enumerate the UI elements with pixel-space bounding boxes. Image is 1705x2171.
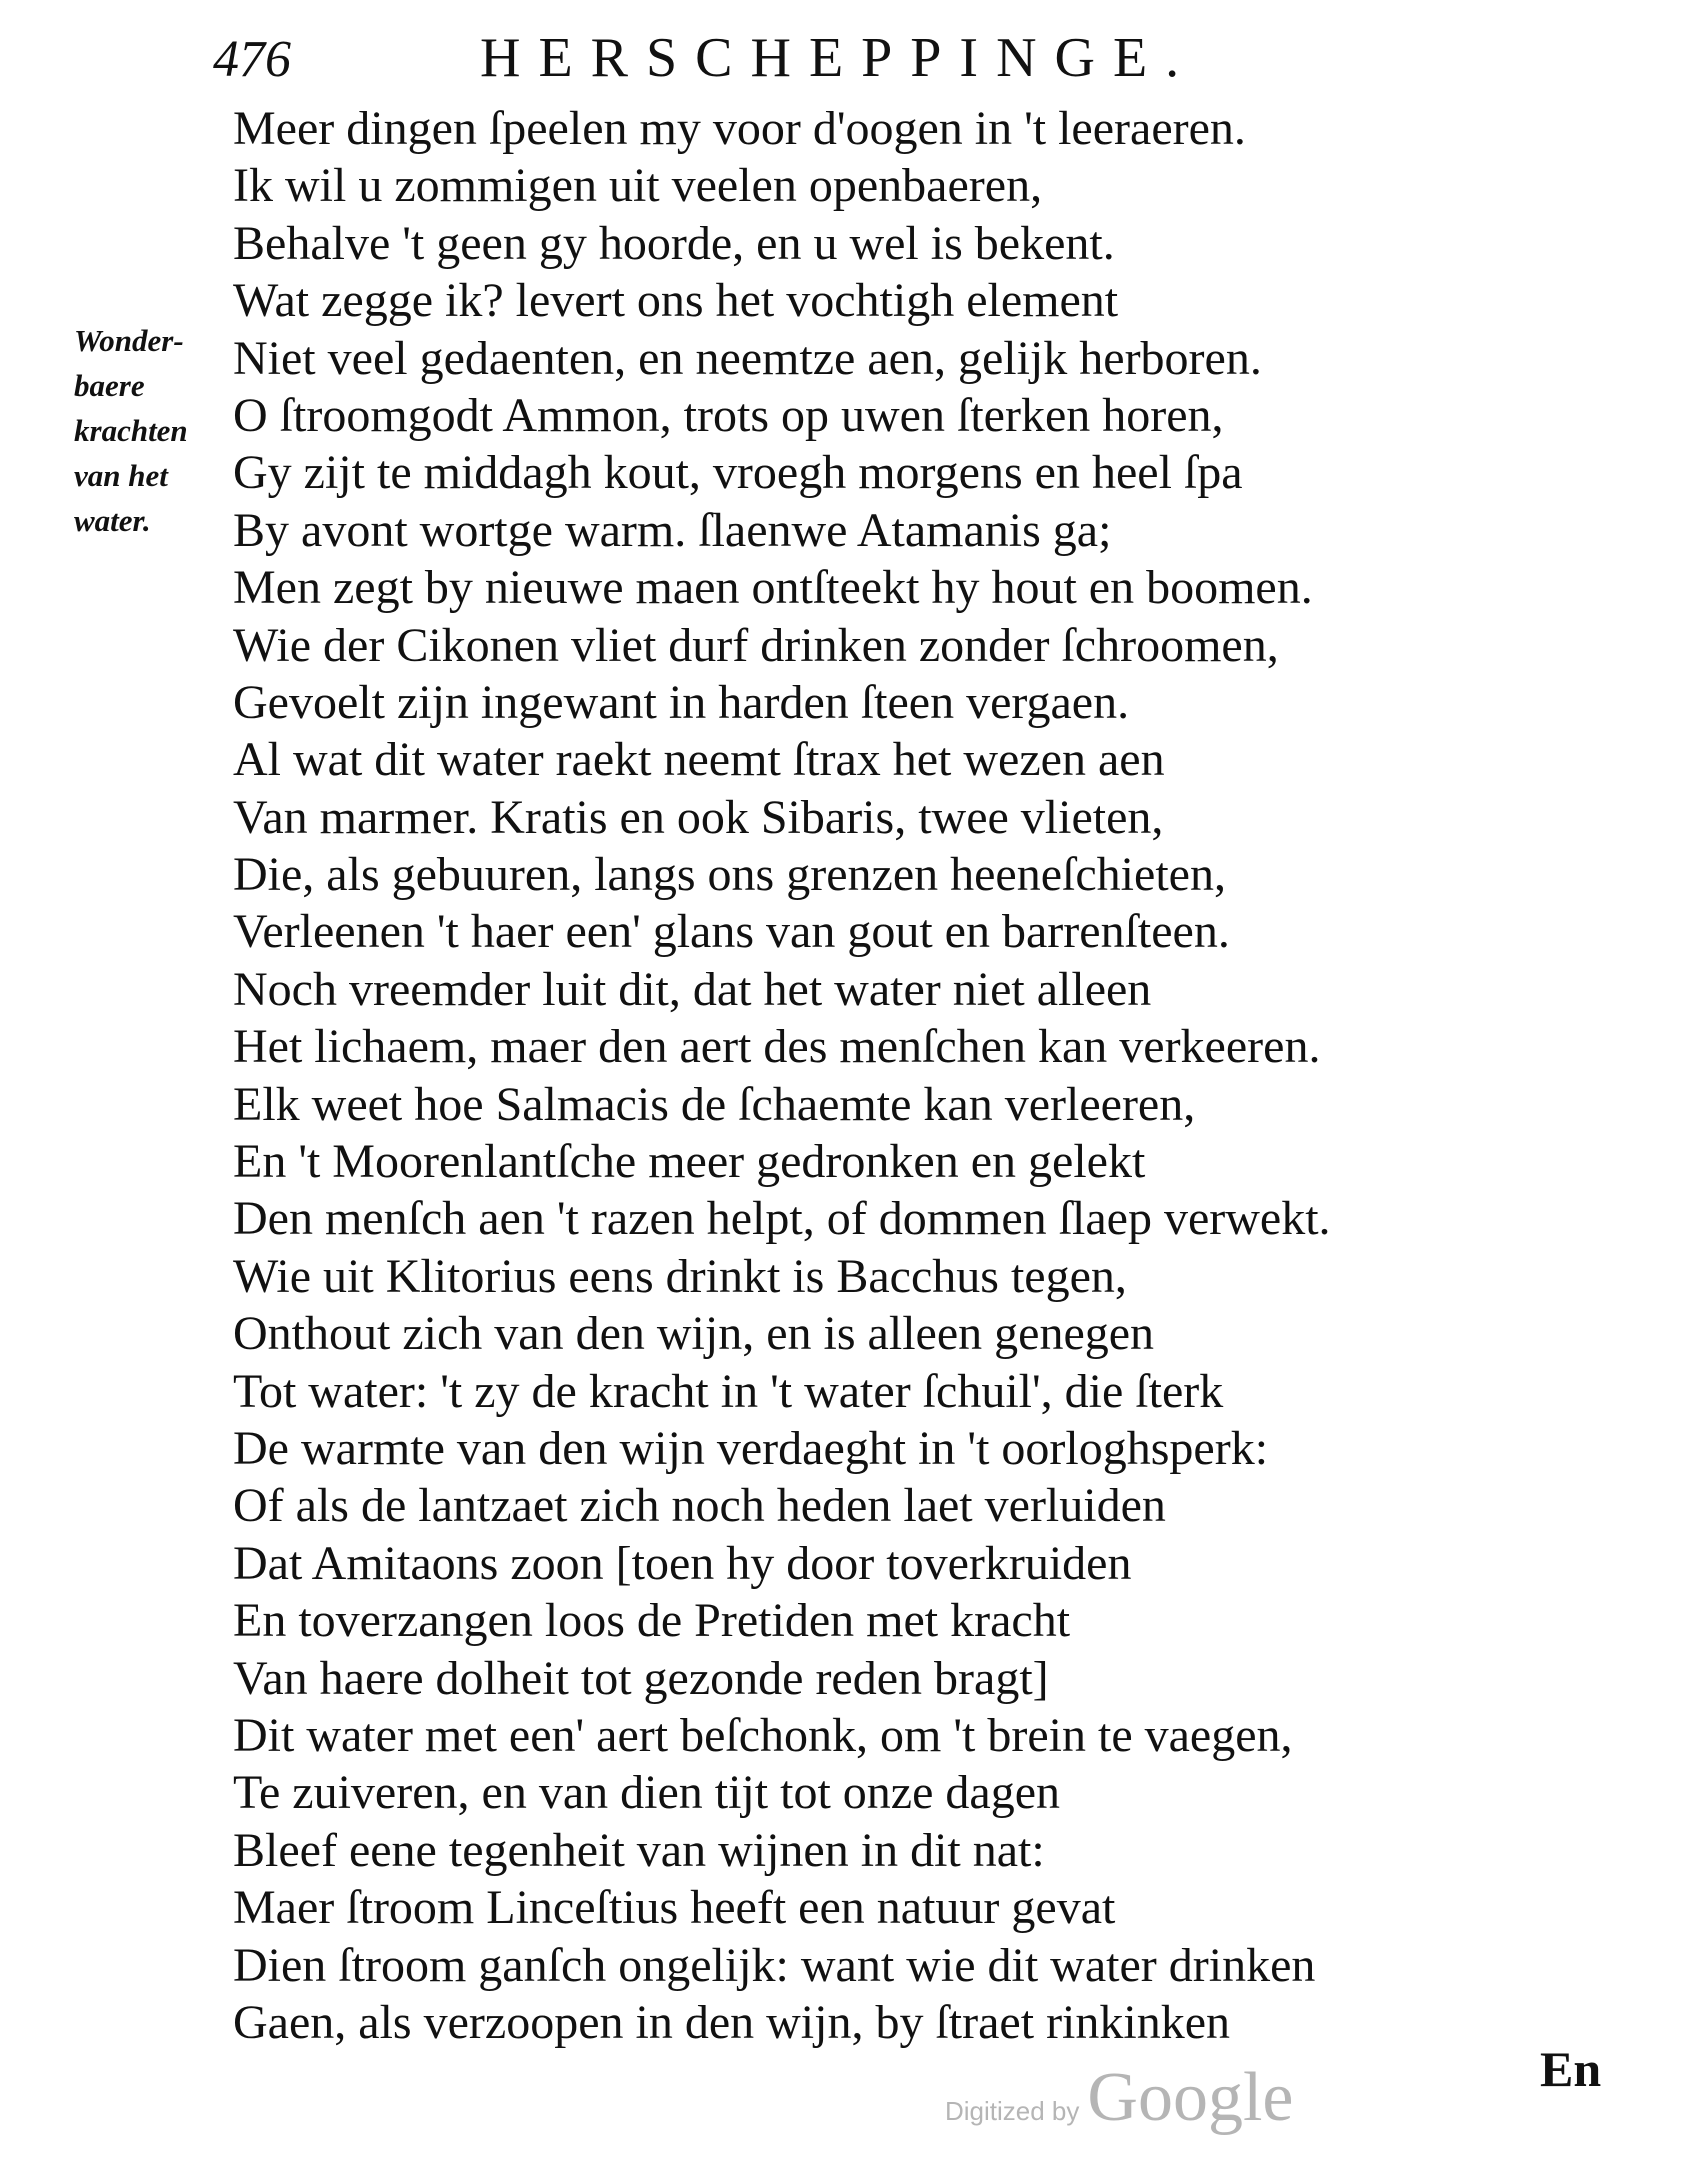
- verse-line: Te zuiveren, en van dien tijt tot onze dagen: [233, 1766, 1060, 1820]
- verse-line: Al wat dit water raekt neemt ſtrax het wezen aen: [233, 733, 1165, 787]
- running-title: HERSCHEPPINGE.: [480, 27, 1198, 89]
- verse-line: Dat Amitaons zoon [toen hy door toverkruiden: [233, 1536, 1132, 1590]
- verse-line: Behalve 't geen gy hoorde, en u wel is bekent.: [233, 216, 1115, 270]
- verse-line: Maer ſtroom Linceſtius heeft een natuur gevat: [233, 1881, 1116, 1935]
- verse-line: Het lichaem, maer den aert des menſchen kan verkeeren.: [233, 1020, 1321, 1074]
- verse-line: Noch vreemder luit dit, dat het water niet alleen: [233, 962, 1152, 1016]
- verse-line: Den menſch aen 't razen helpt, of dommen ſlaep verwekt.: [233, 1192, 1331, 1246]
- poem-text: [233, 100, 1613, 2051]
- margin-note-line: Wonder-: [74, 323, 184, 358]
- verse-line: O ſtroomgodt Ammon, trots op uwen ſterken horen,: [233, 388, 1224, 442]
- digitized-watermark: [945, 2058, 1293, 2138]
- verse-line: Of als de lantzaet zich noch heden laet verluiden: [233, 1479, 1166, 1533]
- verse-line: Elk weet hoe Salmacis de ſchaemte kan verleeren,: [233, 1077, 1196, 1131]
- margin-note-line: van het: [74, 458, 168, 493]
- verse-line: Verleenen 't haer een' glans van gout en barrenſteen.: [233, 905, 1230, 959]
- verse-line: Die, als gebuuren, langs ons grenzen heeneſchieten,: [233, 848, 1226, 902]
- verse-line: De warmte van den wijn verdaeght in 't oorloghsperk:: [233, 1421, 1269, 1475]
- verse-line: Niet veel gedaenten, en neemtze aen, gelijk herboren.: [233, 331, 1262, 385]
- verse-line: Gy zijt te middagh kout, vroegh morgens en heel ſpa: [233, 446, 1243, 500]
- verse-line: Dit water met een' aert beſchonk, om 't brein te vaegen,: [233, 1708, 1293, 1762]
- catchword: En: [1540, 2041, 1602, 2097]
- verse-line: Van haere dolheit tot gezonde reden bragt]: [233, 1651, 1049, 1705]
- verse-line: En toverzangen loos de Pretiden met kracht: [233, 1594, 1071, 1648]
- verse-line: Gaen, als verzoopen in den wijn, by ſtraet rinkinken: [233, 1995, 1231, 2049]
- verse-line: Bleef eene tegenheit van wijnen in dit nat:: [233, 1823, 1045, 1877]
- watermark-prefix: Digitized by: [945, 2096, 1080, 2126]
- verse-line: Van marmer. Kratis en ook Sibaris, twee vlieten,: [233, 790, 1164, 844]
- verse-line: Wat zegge ik? levert ons het vochtigh element: [233, 274, 1119, 328]
- margin-note: [74, 318, 224, 543]
- page-number: 476: [213, 31, 291, 88]
- verse-line: Tot water: 't zy de kracht in 't water ſchuil', die ſterk: [233, 1364, 1224, 1418]
- verse-line: Ik wil u zommigen uit veelen openbaeren,: [233, 159, 1043, 213]
- verse-line: Men zegt by nieuwe maen ontſteekt hy hout en boomen.: [233, 561, 1313, 615]
- verse-line: Meer dingen ſpeelen my voor d'oogen in 't leeraeren.: [233, 102, 1246, 155]
- margin-note-line: water.: [74, 503, 151, 538]
- verse-line: Dien ſtroom ganſch ongelijk: want wie dit water drinken: [233, 1938, 1316, 1992]
- verse-line: Gevoelt zijn ingewant in harden ſteen vergaen.: [233, 675, 1130, 729]
- verse-line: En 't Moorenlantſche meer gedronken en gelekt: [233, 1135, 1146, 1189]
- margin-note-line: krachten: [74, 413, 188, 448]
- verse-line: Onthout zich van den wijn, en is alleen genegen: [233, 1307, 1155, 1361]
- margin-note-line: baere: [74, 368, 145, 403]
- verse-line: Wie der Cikonen vliet durf drinken zonder ſchroomen,: [233, 618, 1279, 672]
- verse-line: Wie uit Klitorius eens drinkt is Bacchus tegen,: [233, 1249, 1127, 1303]
- watermark-brand: Google: [1087, 2059, 1294, 2136]
- verse-line: By avont wortge warm. ſlaenwe Atamanis ga;: [233, 503, 1112, 557]
